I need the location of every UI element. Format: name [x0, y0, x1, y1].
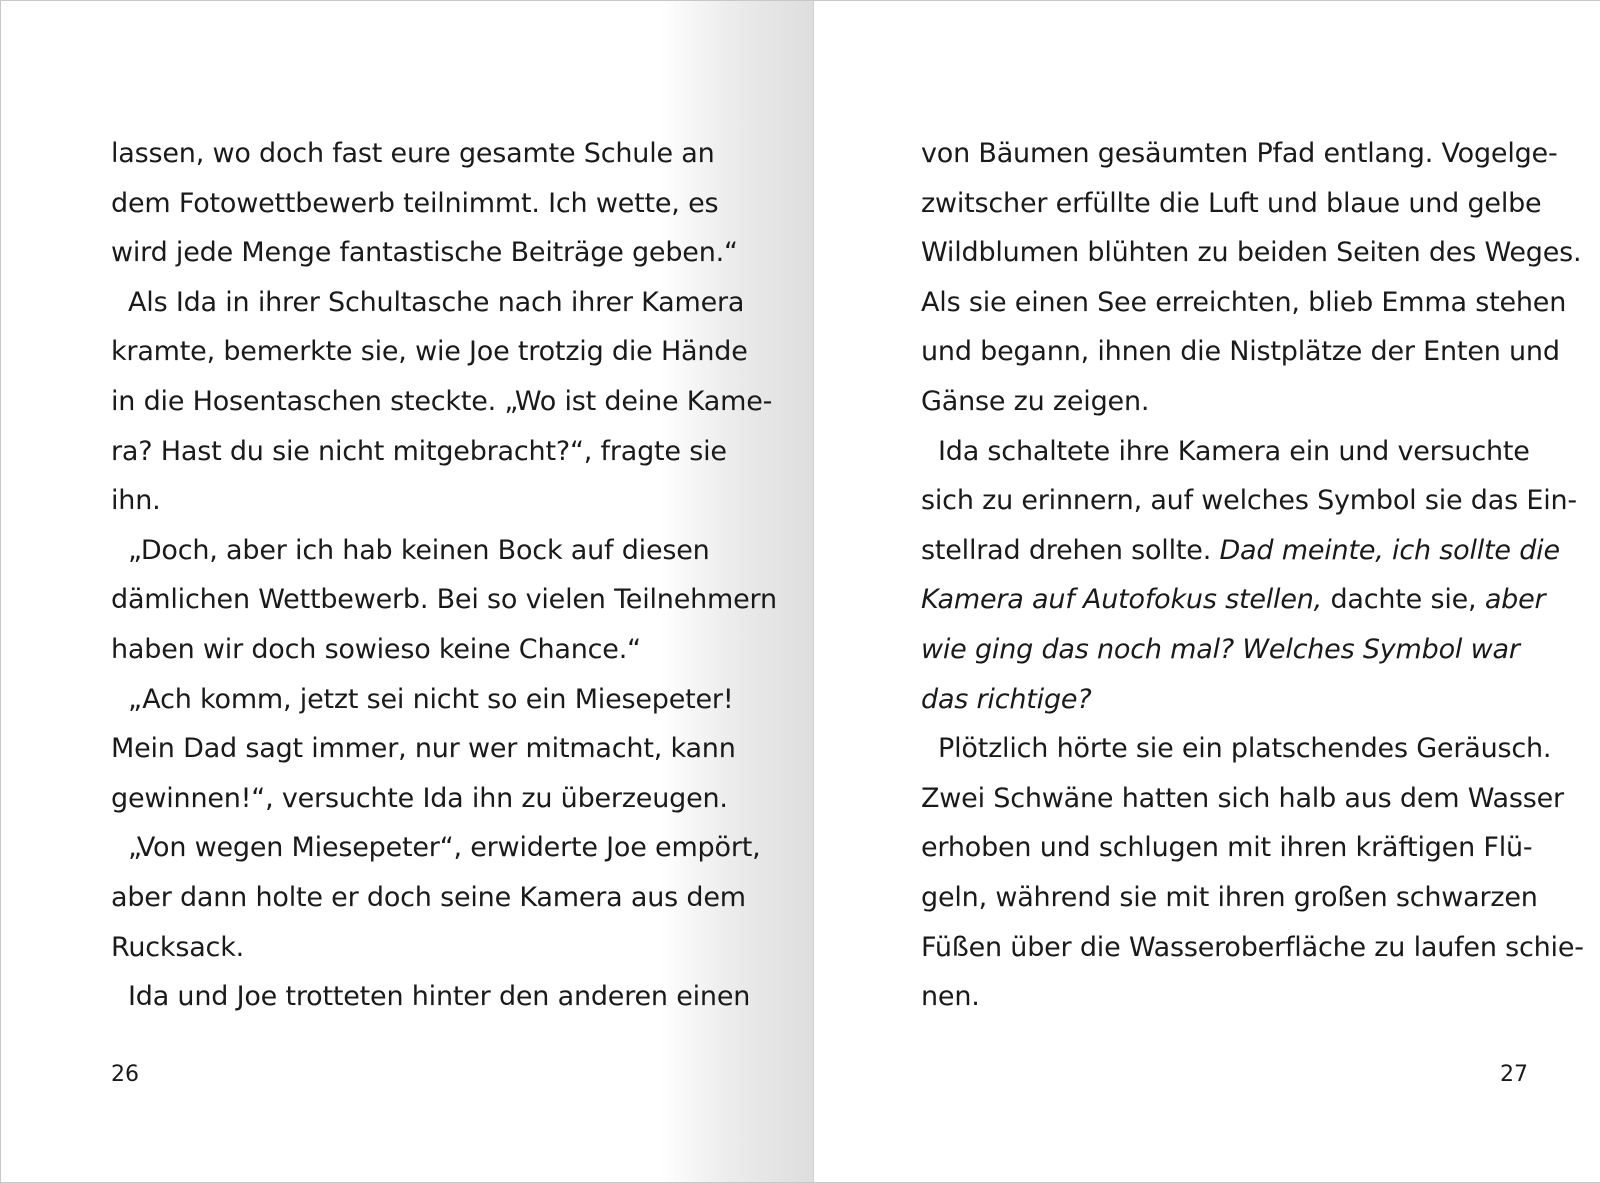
page-number-left: 26	[111, 1062, 139, 1087]
text-line: Ida schaltete ihre Kamera ein und versuchte	[938, 435, 1530, 467]
text-line: ihn.	[111, 485, 161, 517]
text-line: erhoben und schlugen mit ihren kräftigen Flü-	[921, 832, 1533, 864]
text-line: „Doch, aber ich hab keinen Bock auf diesen	[128, 534, 710, 566]
italic-thought: Kamera auf Autofokus stellen,	[921, 584, 1323, 616]
page-number-right: 27	[1500, 1062, 1528, 1087]
italic-thought: aber	[1484, 584, 1546, 616]
text-line: zwitscher erfüllte die Luft und blaue und gelbe	[921, 187, 1542, 219]
text-segment: stellrad drehen sollte.	[921, 534, 1220, 566]
text-line: aber dann holte er doch seine Kamera aus dem	[111, 881, 746, 913]
text-line: ra? Hast du sie nicht mitgebracht?“, fragte sie	[111, 435, 727, 467]
text-line: lassen, wo doch fast eure gesamte Schule an	[111, 138, 715, 169]
text-line: „Ach komm, jetzt sei nicht so ein Miesepeter!	[128, 683, 734, 715]
text-line: und begann, ihnen die Nistplätze der Enten und	[921, 336, 1560, 368]
text-line: Rucksack.	[111, 931, 245, 963]
text-line-italic: wie ging das noch mal? Welches Symbol war	[921, 633, 1520, 665]
text-line-italic: das richtige?	[921, 683, 1092, 715]
text-line: von Bäumen gesäumten Pfad entlang. Vogelge-	[921, 138, 1558, 169]
text-line: nen.	[921, 981, 980, 1013]
text-line: Als Ida in ihrer Schultasche nach ihrer Kamera	[128, 286, 745, 318]
text-line: „Von wegen Miesepeter“, erwiderte Joe empört,	[128, 832, 761, 864]
text-line: in die Hosentaschen steckte. „Wo ist deine Kame-	[111, 385, 773, 417]
text-line: kramte, bemerkte sie, wie Joe trotzig die Hände	[111, 336, 748, 368]
text-line: Wildblumen blühten zu beiden Seiten des Weges.	[921, 237, 1582, 269]
text-line: dem Fotowettbewerb teilnimmt. Ich wette, es	[111, 187, 719, 219]
text-line: dämlichen Wettbewerb. Bei so vielen Teilnehmern	[111, 584, 777, 616]
text-line	[921, 526, 1584, 576]
text-line: Füßen über die Wasseroberfläche zu laufen schie-	[921, 931, 1584, 963]
right-page	[813, 1, 1600, 1182]
text-line: Mein Dad sagt immer, nur wer mitmacht, kann	[111, 733, 736, 765]
text-line: wird jede Menge fantastische Beiträge geben.“	[111, 237, 738, 269]
text-line: sich zu erinnern, auf welches Symbol sie das Ein-	[921, 485, 1577, 517]
text-line: haben wir doch sowieso keine Chance.“	[111, 633, 641, 665]
text-line: Plötzlich hörte sie ein platschendes Geräusch.	[938, 733, 1552, 765]
text-line	[921, 575, 1584, 625]
right-page-text	[921, 129, 1584, 1022]
text-segment: dachte sie,	[1322, 584, 1485, 616]
text-line: geln, während sie mit ihren großen schwarzen	[921, 881, 1538, 913]
text-line: gewinnen!“, versuchte Ida ihn zu überzeugen.	[111, 782, 728, 814]
text-line: Als sie einen See erreichten, blieb Emma stehen	[921, 286, 1567, 318]
text-line: Ida und Joe trotteten hinter den anderen einen	[128, 981, 751, 1013]
text-line: Gänse zu zeigen.	[921, 385, 1150, 417]
left-page-text	[111, 129, 777, 1022]
text-line: Zwei Schwäne hatten sich halb aus dem Wasser	[921, 782, 1564, 814]
italic-thought: Dad meinte, ich sollte die	[1219, 534, 1560, 566]
left-page	[1, 1, 813, 1182]
